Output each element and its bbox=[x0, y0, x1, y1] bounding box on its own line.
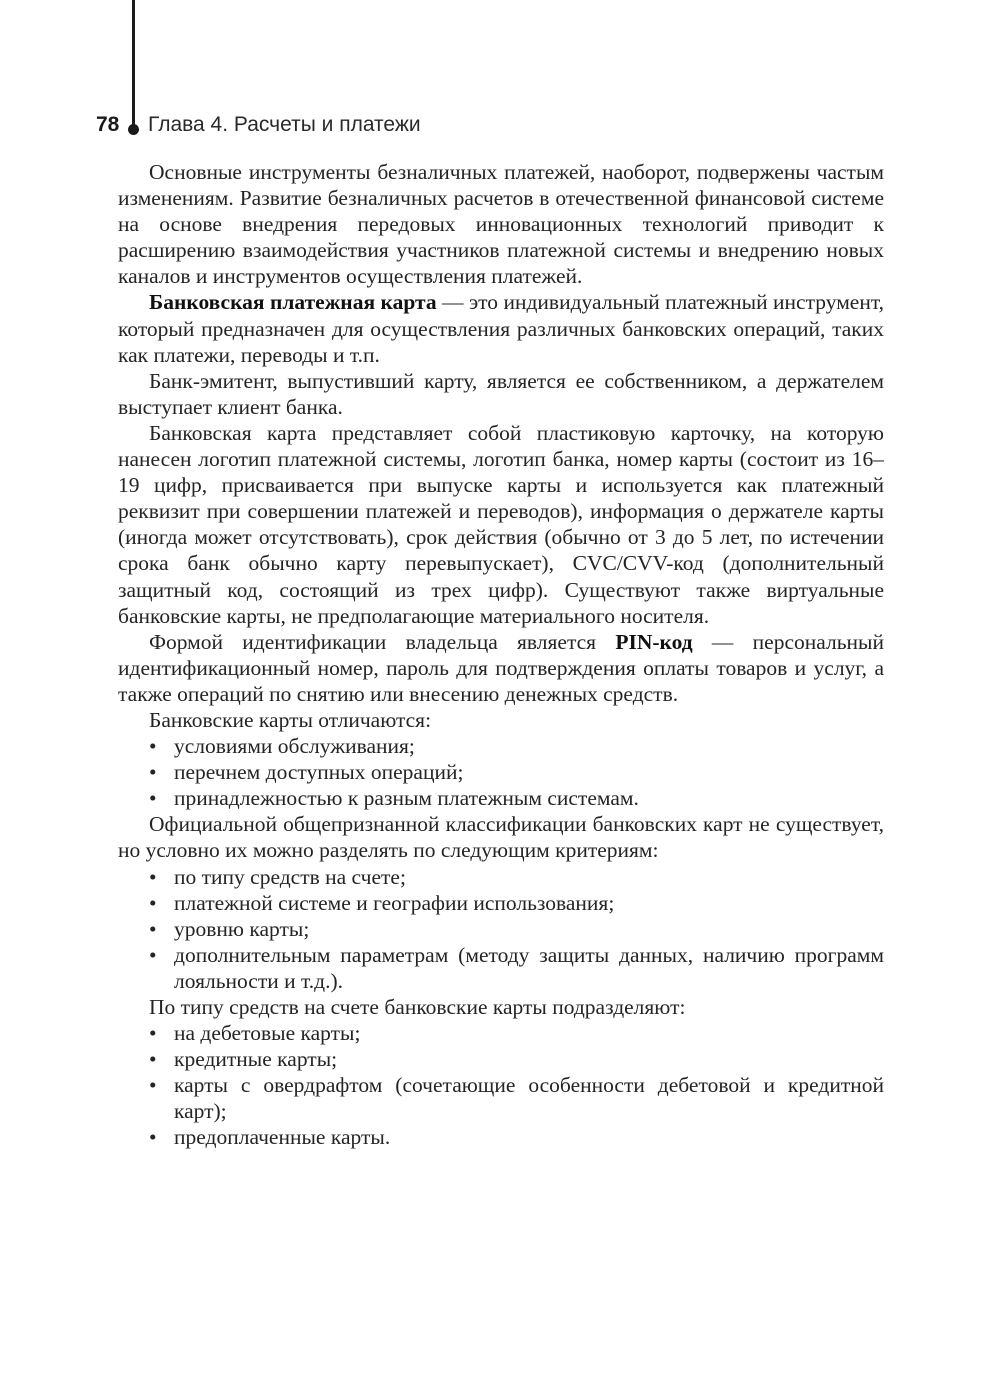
list-item bbox=[118, 1072, 884, 1124]
list-item bbox=[118, 890, 884, 916]
list-item bbox=[118, 916, 884, 942]
list-item-text: уровню карты; bbox=[174, 916, 310, 941]
list-item-text: кредитные карты; bbox=[174, 1047, 338, 1072]
paragraph-text: — персональный идентификационный номер, пароль для подтверждения оплаты товаров и услуг, а также операций по снятию или внесению денежных средств. bbox=[118, 629, 884, 706]
bullet-icon: • bbox=[149, 916, 157, 941]
list-item-text: условиями обслуживания; bbox=[174, 734, 415, 759]
bullet-icon: • bbox=[149, 786, 157, 811]
bullet-icon: • bbox=[149, 864, 157, 889]
list-item-text: предоплаченные карты. bbox=[174, 1125, 391, 1150]
paragraph bbox=[118, 629, 884, 707]
body-text bbox=[118, 159, 884, 1151]
bullet-icon: • bbox=[149, 760, 157, 785]
list-item bbox=[118, 1124, 884, 1150]
bullet-icon: • bbox=[149, 890, 157, 915]
paragraph-text: — это индивидуальный платежный инструмент, который предназначен для осуществления различных банковских операций, таких как платежи, переводы и т.п. bbox=[118, 290, 885, 367]
paragraph: Основные инструменты безналичных платежей, наоборот, подвержены частым изменениям. Развитие безналичных расчетов в отечественной финансовой системе на основе внедрения передовых инновационных технологий приводит к расширению взаимодействия участников платежной системы и внедрению новых каналов и инструментов осуществления платежей. bbox=[118, 160, 884, 289]
list-item-text: платежной системе и географии использования; bbox=[174, 890, 615, 915]
paragraph: Банковские карты отличаются: bbox=[149, 707, 432, 732]
list-item-text: карты с овердрафтом (сочетающие особенности дебетовой и кредитной карт); bbox=[174, 1073, 884, 1124]
bullet-icon: • bbox=[149, 734, 157, 759]
chapter-title: Глава 4. Расчеты и платежи bbox=[148, 113, 421, 136]
list-item bbox=[118, 1020, 884, 1046]
paragraph bbox=[118, 289, 884, 367]
list-item-text: дополнительным параметрам (методу защиты данных, наличию программ лояльности и т.д.). bbox=[174, 942, 884, 993]
bullet-list bbox=[118, 733, 884, 811]
bullet-icon: • bbox=[149, 942, 157, 967]
list-item-text: по типу средств на счете; bbox=[174, 864, 406, 889]
list-item bbox=[118, 785, 884, 811]
list-item-text: принадлежностью к разным платежным системам. bbox=[174, 786, 639, 811]
bullet-list bbox=[118, 864, 884, 994]
paragraph: Банковская карта представляет собой пластиковую карточку, на которую нанесен логотип платежной системы, логотип банка, номер карты (состоит из 16–19 цифр, присваивается при выпуске карты и используется как платежный реквизит при совершении платежей и переводов), информация о держателе карты (иногда может отсутствовать), срок действия (обычно от 3 до 5 лет, по истечении срока банк обычно карту перевыпускает), CVC/CVV-код (дополнительный защитный код, состоящий из трех цифр). Существуют также виртуальные банковские карты, не предполагающие материального носителя. bbox=[118, 420, 884, 628]
paragraph: По типу средств на счете банковские карты подразделяют: bbox=[149, 995, 686, 1019]
list-item bbox=[118, 942, 884, 994]
margin-rule bbox=[132, 0, 135, 128]
list-item-text: перечнем доступных операций; bbox=[174, 760, 464, 785]
running-header bbox=[0, 110, 1000, 140]
list-item bbox=[118, 759, 884, 785]
paragraph-text: Формой идентификации владельца является bbox=[149, 629, 616, 654]
list-item bbox=[118, 864, 884, 890]
bullet-icon: • bbox=[149, 1047, 157, 1072]
list-item bbox=[118, 1046, 884, 1072]
paragraph: Официальной общепризнанной классификации банковских карт не существует, но условно их можно разделять по следующим критериям: bbox=[118, 812, 884, 863]
term-pin-code: PIN-код bbox=[615, 629, 693, 654]
paragraph: Банк-эмитент, выпустивший карту, является ее собственником, а держателем выступает клиент банка. bbox=[118, 368, 884, 419]
bullet-icon: • bbox=[149, 1021, 157, 1046]
page-number: 78 bbox=[96, 113, 120, 136]
list-item-text: на дебетовые карты; bbox=[174, 1021, 361, 1046]
bullet-list bbox=[118, 1020, 884, 1150]
list-item bbox=[118, 733, 884, 759]
bullet-icon: • bbox=[149, 1073, 157, 1098]
term-bank-card: Банковская платежная карта bbox=[149, 290, 437, 315]
bullet-icon: • bbox=[149, 1125, 157, 1150]
